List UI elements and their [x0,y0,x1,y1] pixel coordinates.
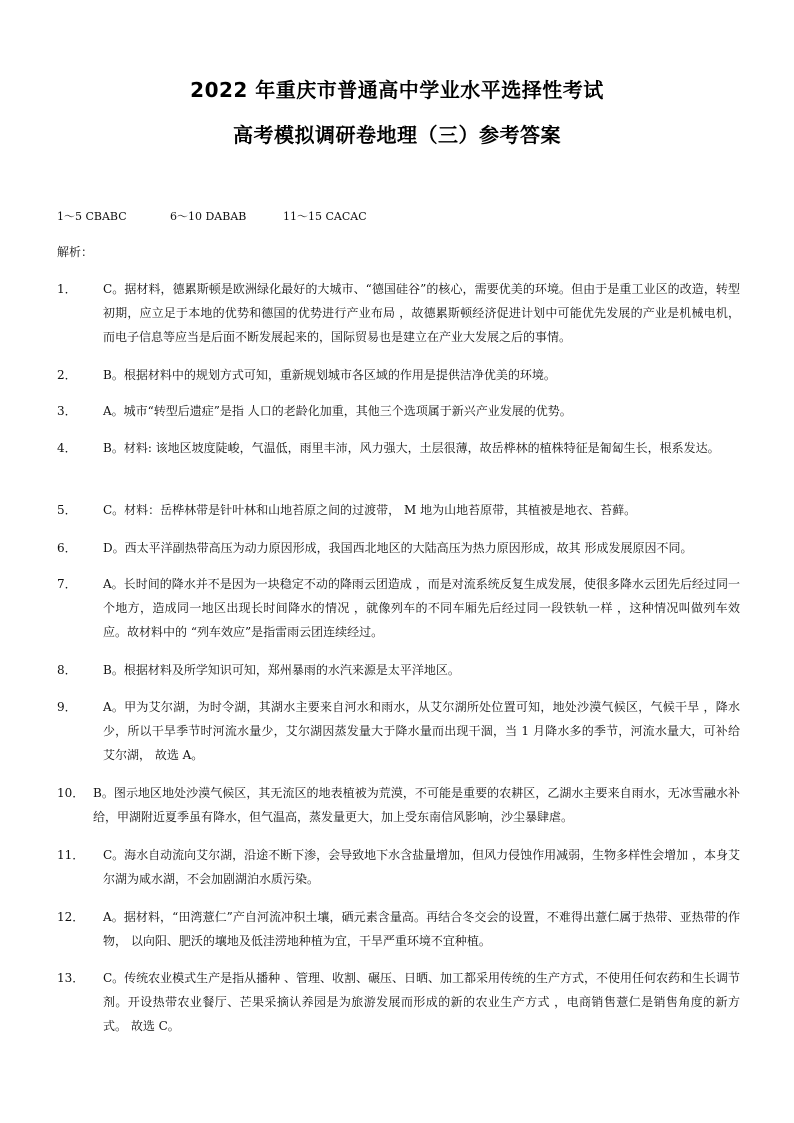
analysis-item [57,843,740,891]
analysis-item [57,277,740,349]
analysis-label: 解析： [57,245,94,259]
item-number: 10． [57,786,85,800]
item-number: 5． [57,503,77,517]
item-text: A。据材料，“田湾薏仁”产自河流冲积土壤，硒元素含量高。再结合冬交会的设置，不难得出薏仁属于热带、亚热带的作物， 以向阳、肥沃的壤地及低洼涝地种植为宜，干旱严重环境不宜种植。 [103,910,740,948]
item-text: C。传统农业模式生产是指从播种 、管理、收割、碾压、日晒、加工都采用传统的生产方式，不使用任何农药和生长调节剂。开设热带农业餐厅、芒果采摘认养园是为旅游发展而形成的新的农业生产方式 ，电商销售薏仁是销售角度的新方式。 故选 C。 [103,971,741,1033]
analysis-item [57,695,740,767]
answer-group: 11～15 CACAC [283,210,367,223]
item-text: B。根据材料中的规划方式可知，重新规划城市各区域的作用是提供洁净优美的环境。 [103,368,556,382]
item-text: B。图示地区地处沙漠气候区，其无流区的地表植被为荒漠，不可能是重要的农耕区，乙湖水主要来自雨水，无冰雪融水补给，甲湖附近夏季虽有降水，但气温高，蒸发量更大，加上受东南信风影响，沙尘暴肆虐。 [93,786,740,824]
answer-key [57,208,367,224]
answer-group: 1～5 CBABC [57,210,127,223]
item-text: B。根据材料及所学知识可知，郑州暴雨的水汽来源是太平洋地区。 [103,663,460,677]
analysis-item [57,658,740,682]
item-text: C。海水自动流向艾尔湖，沿途不断下渗，会导致地下水含盐量增加，但风力侵蚀作用减弱，生物多样性会增加 ，本身艾尔湖为咸水湖，不会加剧湖泊水质污染。 [103,848,741,886]
page-subtitle: 高考模拟调研卷地理（三）参考答案 [233,123,561,147]
item-text: D。西太平洋副热带高压为动力原因形成，我国西北地区的大陆高压为热力原因形成，故其 形成发展原因不同。 [103,541,693,555]
analysis-item [57,436,740,460]
analysis-item [57,966,740,1038]
item-number: 6． [57,541,77,555]
item-number: 7． [57,577,77,591]
analysis-item [57,536,740,560]
analysis-item [57,905,740,953]
item-number: 1． [57,282,77,296]
analysis-item [57,781,740,829]
item-number: 3． [57,404,77,418]
analysis-item [57,498,740,522]
answer-group: 6～10 DABAB [170,210,247,223]
item-number: 11． [57,848,85,862]
item-text: C。材料：岳桦林带是针叶林和山地苔原之间的过渡带， M 地为山地苔原带，其植被是地衣、苔藓。 [103,503,637,517]
analysis-item [57,572,740,644]
analysis-item [57,399,740,423]
analysis-item [57,363,740,387]
page-title: 2022 年重庆市普通高中学业水平选择性考试 [190,78,604,102]
item-number: 4． [57,441,77,455]
item-number: 8． [57,663,77,677]
item-text: A。长时间的降水并不是因为一块稳定不动的降雨云团造成 ，而是对流系统反复生成发展，使很多降水云团先后经过同一个地方，造成同一地区出现长时间降水的情况 ，就像列车的不同车厢先后经过同一段铁轨一样 ，这种情况叫做列车效应。故材料中的 “列车效应”是指雷雨云团连续经过。 [103,577,740,639]
item-number: 12． [57,910,85,924]
item-number: 9． [57,700,77,714]
item-number: 2． [57,368,77,382]
item-text: C。据材料，德累斯顿是欧洲绿化最好的大城市、“德国硅谷”的核心，需要优美的环境。但由于是重工业区的改造，转型初期，应立足于本地的优势和德国的优势进行产业布局 ，故德累斯顿经济促进计划中可能优先发展的产业是机械电机，而电子信息等应当是后面不断发展起来的，国际贸易也是建立在产业大发展之后的事情。 [103,282,740,344]
item-number: 13． [57,971,85,985]
item-text: B。材料: 该地区坡度陡峻，气温低，雨里丰沛，风力强大，土层很薄，故岳桦林的植株特征是匍匐生长，根系发达。 [103,441,720,455]
item-text: A。甲为艾尔湖，为时令湖，其湖水主要来自河水和雨水，从艾尔湖所处位置可知，地处沙漠气候区，气候干旱 ，降水少，所以干旱季节时河流水量少，艾尔湖因蒸发量大于降水量而出现干涸，当 1 月降水多的季节，河流水量大，可补给艾尔湖， 故选 A。 [103,700,740,762]
item-text: A。城市“转型后遗症”是指 人口的老龄化加重，其他三个选项属于新兴产业发展的优势。 [103,404,572,418]
